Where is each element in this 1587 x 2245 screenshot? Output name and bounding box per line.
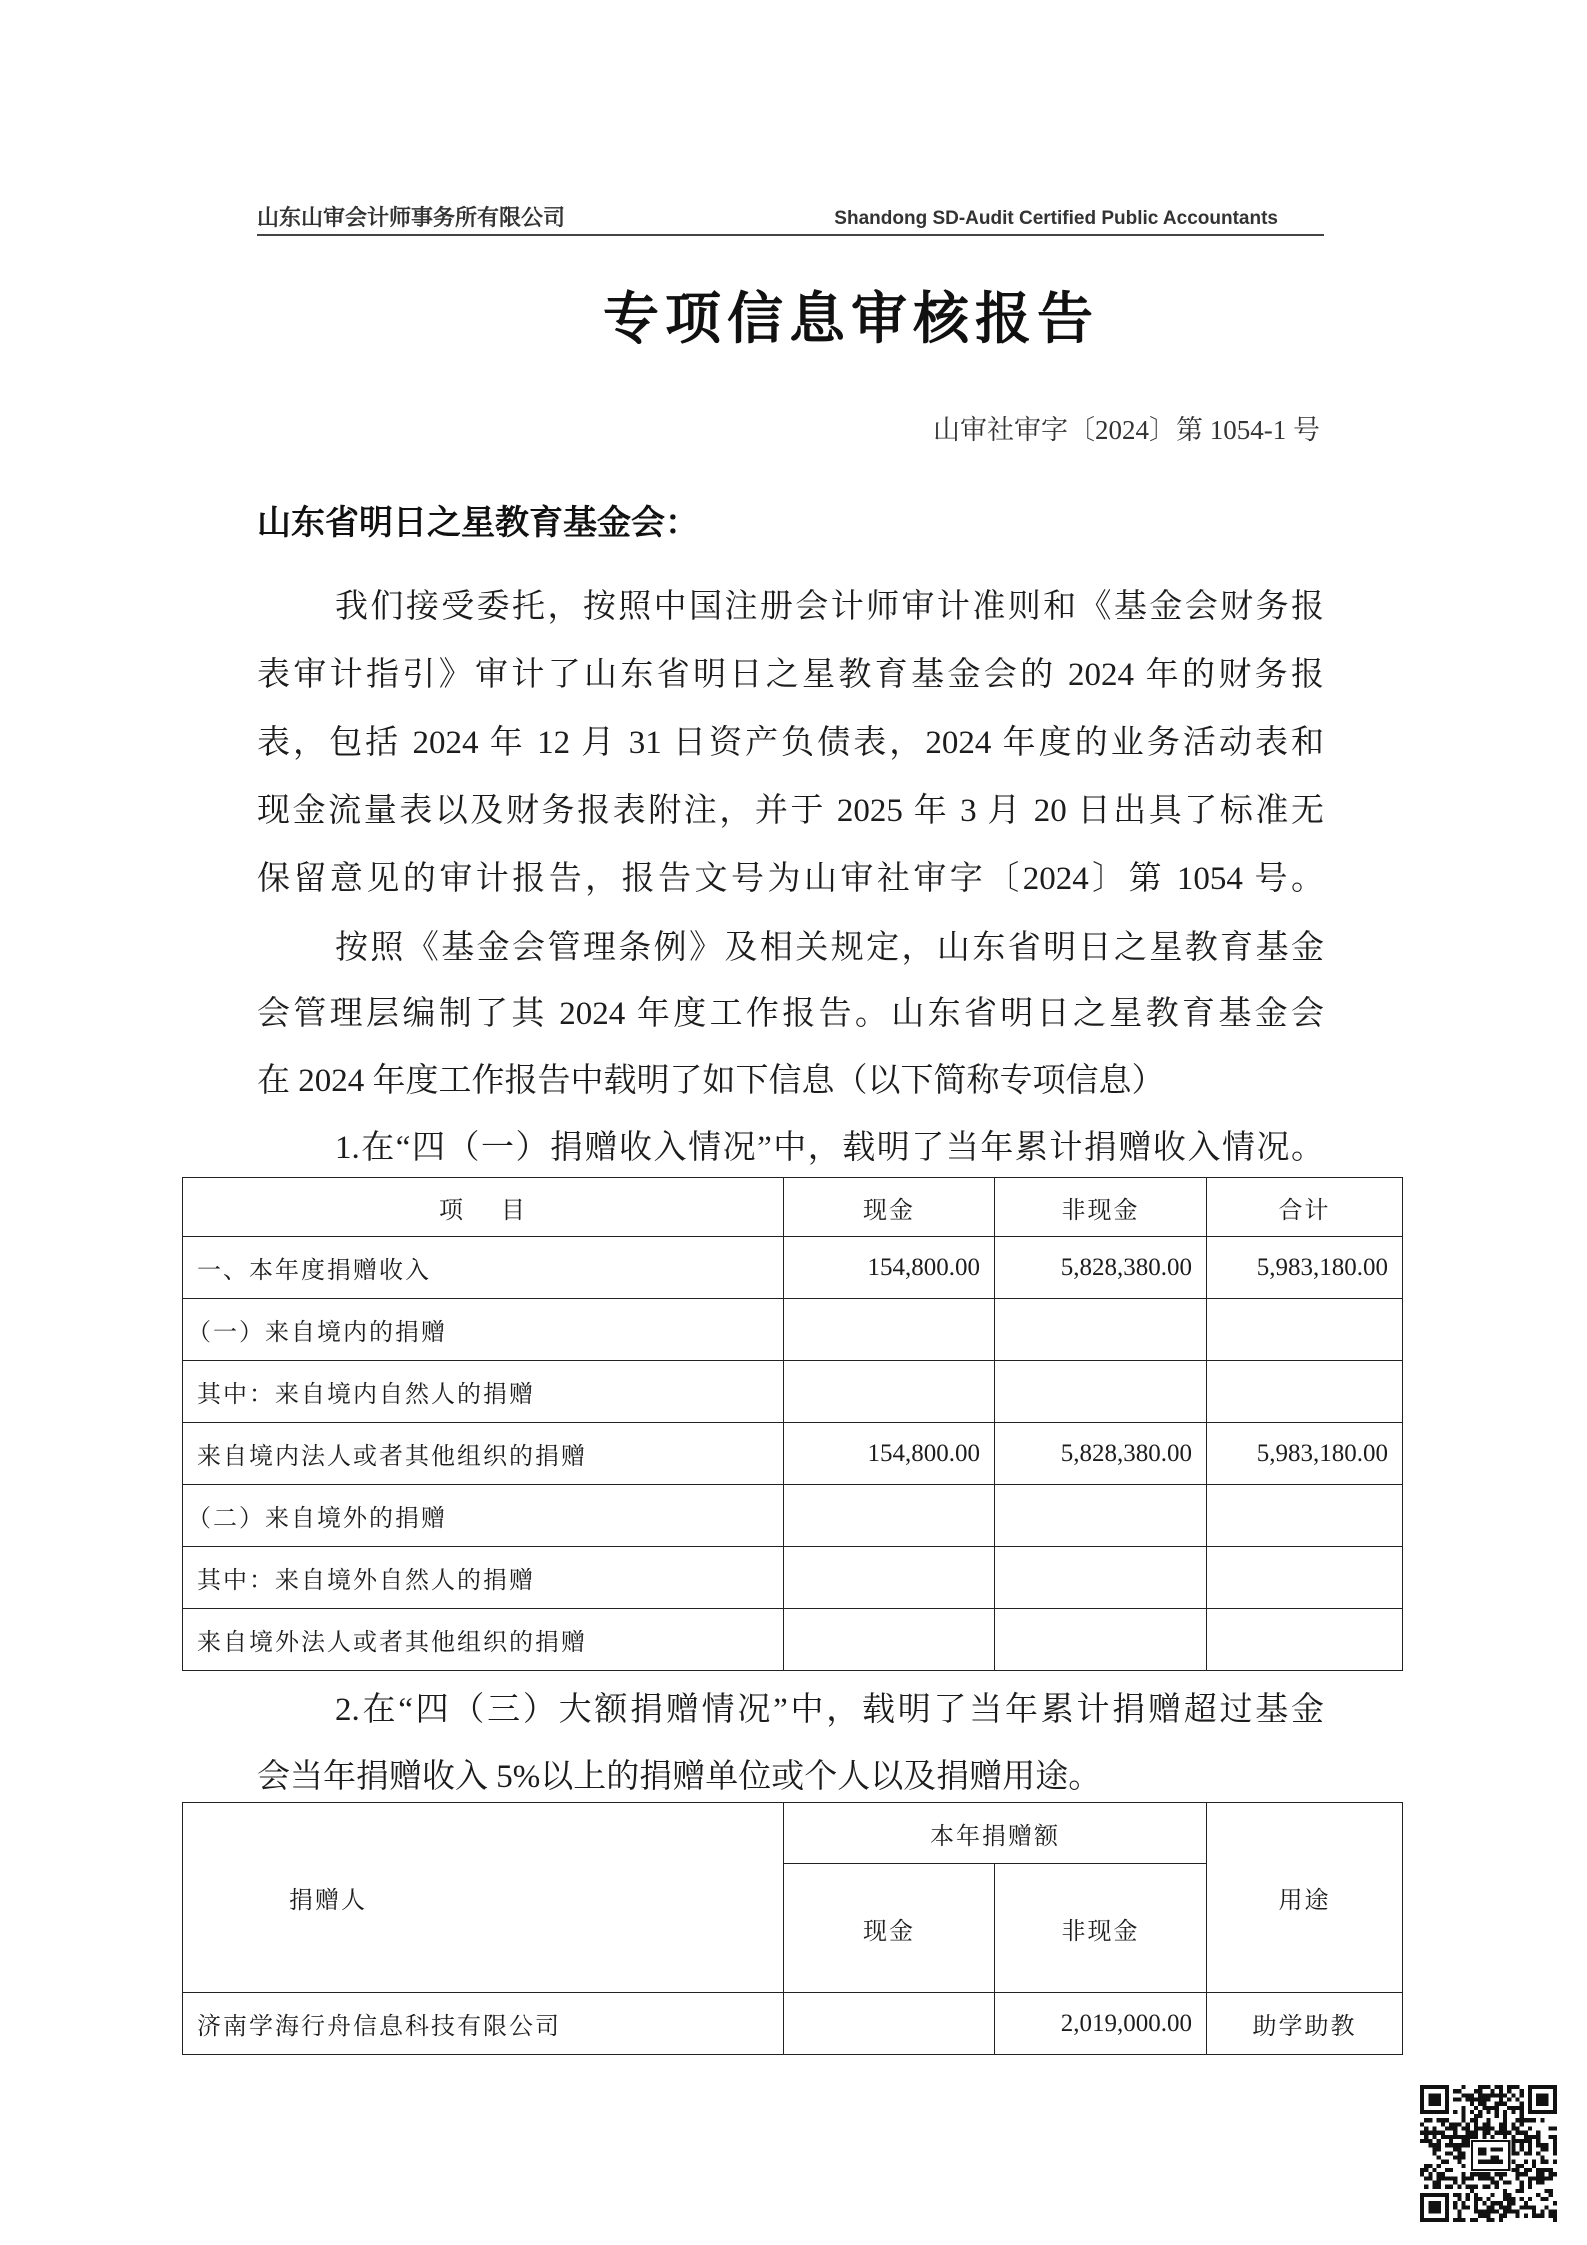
item-cell: 来自境内法人或者其他组织的捐赠 bbox=[183, 1423, 784, 1485]
non-cash-cell bbox=[995, 1485, 1207, 1547]
purpose-cell: 助学助教 bbox=[1207, 1993, 1403, 2055]
item-cell: （二）来自境外的捐赠 bbox=[183, 1485, 784, 1547]
non-cash-cell bbox=[995, 1609, 1207, 1671]
header-amount-group: 本年捐赠额 bbox=[784, 1803, 1207, 1864]
table-row bbox=[183, 1547, 1403, 1609]
header-purpose: 用途 bbox=[1207, 1803, 1403, 1993]
cash-cell bbox=[784, 1361, 995, 1423]
header-item: 项 目 bbox=[183, 1178, 784, 1237]
header-cash: 现金 bbox=[784, 1864, 995, 1993]
table-row bbox=[183, 1299, 1403, 1361]
header-non-cash: 非现金 bbox=[995, 1864, 1207, 1993]
item-cell: （一）来自境内的捐赠 bbox=[183, 1299, 784, 1361]
firm-name-en: Shandong SD-Audit Certified Public Accountants bbox=[834, 208, 1278, 229]
header-non-cash: 非现金 bbox=[995, 1178, 1207, 1237]
non-cash-cell bbox=[995, 1547, 1207, 1609]
donation-income-table bbox=[182, 1177, 1403, 1671]
cash-cell: 154,800.00 bbox=[784, 1423, 995, 1485]
item2-line: 2.在“四（三）大额捐赠情况”中，载明了当年累计捐赠超过基金 bbox=[335, 1692, 1324, 1728]
item-cell: 来自境外法人或者其他组织的捐赠 bbox=[183, 1609, 784, 1671]
donor-cell: 济南学海行舟信息科技有限公司 bbox=[183, 1993, 784, 2055]
document-number: 山审社审字〔2024〕第 1054-1 号 bbox=[933, 415, 1320, 445]
table-row bbox=[183, 1485, 1403, 1547]
page-title: 专项信息审核报告 bbox=[603, 287, 1099, 352]
header-cash: 现金 bbox=[784, 1178, 995, 1237]
total-cell bbox=[1207, 1547, 1403, 1609]
paragraph1-line: 表，包括 2024 年 12 月 31 日资产负债表，2024 年度的业务活动表和 bbox=[257, 725, 1324, 761]
paragraph2-line: 按照《基金会管理条例》及相关规定，山东省明日之星教育基金 bbox=[335, 930, 1324, 966]
header-donor: 捐赠人 bbox=[183, 1803, 784, 1993]
paragraph1-line: 表审计指引》审计了山东省明日之星教育基金会的 2024 年的财务报 bbox=[257, 657, 1324, 693]
table-header-row bbox=[183, 1803, 1403, 1864]
item-cell: 其中：来自境内自然人的捐赠 bbox=[183, 1361, 784, 1423]
total-cell: 5,983,180.00 bbox=[1207, 1237, 1403, 1299]
table-row bbox=[183, 1423, 1403, 1485]
header-divider bbox=[257, 234, 1324, 236]
non-cash-cell: 5,828,380.00 bbox=[995, 1237, 1207, 1299]
non-cash-cell bbox=[995, 1299, 1207, 1361]
paragraph2-line: 在 2024 年度工作报告中载明了如下信息（以下简称专项信息） bbox=[257, 1063, 1165, 1099]
paragraph2-line: 会管理层编制了其 2024 年度工作报告。山东省明日之星教育基金会 bbox=[257, 996, 1324, 1032]
item-cell: 一、本年度捐赠收入 bbox=[183, 1237, 784, 1299]
non-cash-cell bbox=[995, 1361, 1207, 1423]
total-cell bbox=[1207, 1299, 1403, 1361]
cash-cell bbox=[784, 1485, 995, 1547]
header-total: 合计 bbox=[1207, 1178, 1403, 1237]
cash-cell bbox=[784, 1299, 995, 1361]
total-cell bbox=[1207, 1485, 1403, 1547]
table-row bbox=[183, 1993, 1403, 2055]
cash-cell bbox=[784, 1547, 995, 1609]
qr-center-badge bbox=[1472, 2141, 1509, 2170]
non-cash-cell: 2,019,000.00 bbox=[995, 1993, 1207, 2055]
table-row bbox=[183, 1609, 1403, 1671]
table-row bbox=[183, 1237, 1403, 1299]
paragraph1-line: 我们接受委托，按照中国注册会计师审计准则和《基金会财务报 bbox=[335, 589, 1324, 625]
qr-code-graphic bbox=[1420, 2085, 1557, 2222]
item1-line: 1.在“四（一）捐赠收入情况”中，载明了当年累计捐赠收入情况。 bbox=[335, 1130, 1324, 1166]
cash-cell: 154,800.00 bbox=[784, 1237, 995, 1299]
non-cash-cell: 5,828,380.00 bbox=[995, 1423, 1207, 1485]
addressee: 山东省明日之星教育基金会： bbox=[257, 505, 699, 542]
table-header-row bbox=[183, 1178, 1403, 1237]
total-cell bbox=[1207, 1361, 1403, 1423]
cash-cell bbox=[784, 1609, 995, 1671]
item-cell: 其中：来自境外自然人的捐赠 bbox=[183, 1547, 784, 1609]
total-cell bbox=[1207, 1609, 1403, 1671]
large-donations-table bbox=[182, 1802, 1403, 2055]
cash-cell bbox=[784, 1993, 995, 2055]
qr-code-icon bbox=[1420, 2085, 1557, 2222]
paragraph1-line: 现金流量表以及财务报表附注，并于 2025 年 3 月 20 日出具了标准无 bbox=[257, 793, 1324, 829]
table-row bbox=[183, 1361, 1403, 1423]
item2-line: 会当年捐赠收入 5%以上的捐赠单位或个人以及捐赠用途。 bbox=[257, 1759, 1102, 1795]
paragraph1-line: 保留意见的审计报告，报告文号为山审社审字〔2024〕第 1054 号。 bbox=[257, 861, 1324, 897]
total-cell: 5,983,180.00 bbox=[1207, 1423, 1403, 1485]
firm-name-cn: 山东山审会计师事务所有限公司 bbox=[257, 206, 566, 231]
